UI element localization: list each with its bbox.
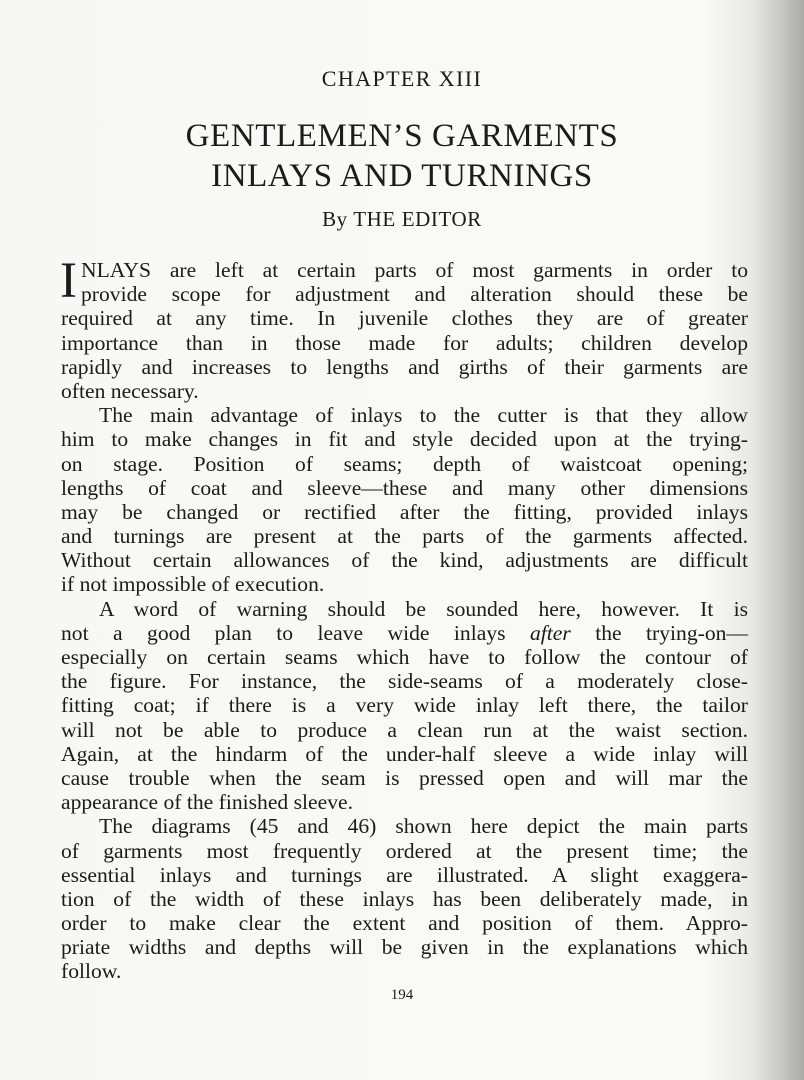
text-line: priate widths and depths will be given in the explanations which	[61, 935, 748, 960]
text-line: Again, at the hindarm of the under-half sleeve a wide inlay will	[61, 741, 748, 766]
text-line: provide scope for adjustment and alteration should these be	[81, 282, 748, 307]
text-line: lengths of coat and sleeve—these and many other dimensions	[61, 475, 748, 500]
paragraph-1	[60, 253, 748, 403]
text-line: fitting coat; if there is a very wide inlay left there, the tailor	[61, 693, 748, 718]
paragraph-2	[61, 403, 748, 597]
text-line: importance than in those made for adults; children develop	[61, 330, 748, 355]
text-segment: the trying-on—	[595, 620, 749, 645]
chapter-heading: CHAPTER XIII	[321, 66, 483, 91]
text-line: of garments most frequently ordered at the present time; the	[61, 838, 748, 863]
text-line: order to make clear the extent and position of them. Appro-	[61, 911, 748, 936]
text-line: if not impossible of execution.	[61, 572, 325, 597]
emphasis: after	[529, 620, 571, 645]
chapter-title	[0, 116, 804, 196]
text-line: required at any time. In juvenile clothes they are of greater	[61, 306, 748, 331]
text-line: essential inlays and turnings are illustrated. A slight exaggera-	[61, 862, 748, 887]
text-line: Without certain allowances of the kind, adjustments are difficult	[61, 548, 748, 573]
text-line: rapidly and increases to lengths and girths of their garments are	[61, 354, 748, 379]
body-text	[60, 253, 749, 984]
text-line	[61, 621, 748, 645]
text-line: tion of the width of these inlays has been deliberately made, in	[61, 886, 748, 911]
title-line-1: GENTLEMEN’S GARMENTS	[185, 118, 619, 154]
title-line-2: INLAYS AND TURNINGS	[211, 158, 593, 194]
text-segment: not a good plan to leave wide inlays	[61, 620, 506, 645]
text-line: appearance of the finished sleeve.	[61, 790, 353, 815]
byline: By THE EDITOR	[322, 207, 482, 231]
text-line: cause trouble when the seam is pressed open and will mar the	[61, 765, 748, 790]
page-number: 194	[390, 987, 414, 1003]
text-line: The main advantage of inlays to the cutter is that they allow	[99, 403, 748, 428]
drop-cap: I	[60, 253, 77, 309]
paragraph-4	[61, 814, 748, 983]
text-line: often necessary.	[61, 378, 199, 403]
text-line: follow.	[61, 959, 122, 984]
text-line: may be changed or rectified after the fitting, provided inlays	[61, 499, 748, 524]
text-line: the figure. For instance, the side-seams of a moderately close-	[61, 669, 748, 694]
paragraph-3	[61, 597, 748, 815]
text-line: The diagrams (45 and 46) shown here depict the main parts	[99, 814, 748, 839]
text-line: him to make changes in fit and style decided upon at the trying-	[61, 427, 748, 452]
text-line: NLAYS are left at certain parts of most garments in order to	[81, 258, 748, 282]
text-line: A word of warning should be sounded here, however. It is	[99, 596, 748, 621]
text-line: will not be able to produce a clean run at the waist section.	[61, 717, 748, 742]
text-line: on stage. Position of seams; depth of waistcoat opening;	[61, 451, 748, 476]
text-line: and turnings are present at the parts of the garments affected.	[61, 524, 748, 549]
text-line: especially on certain seams which have to follow the contour of	[61, 645, 748, 669]
